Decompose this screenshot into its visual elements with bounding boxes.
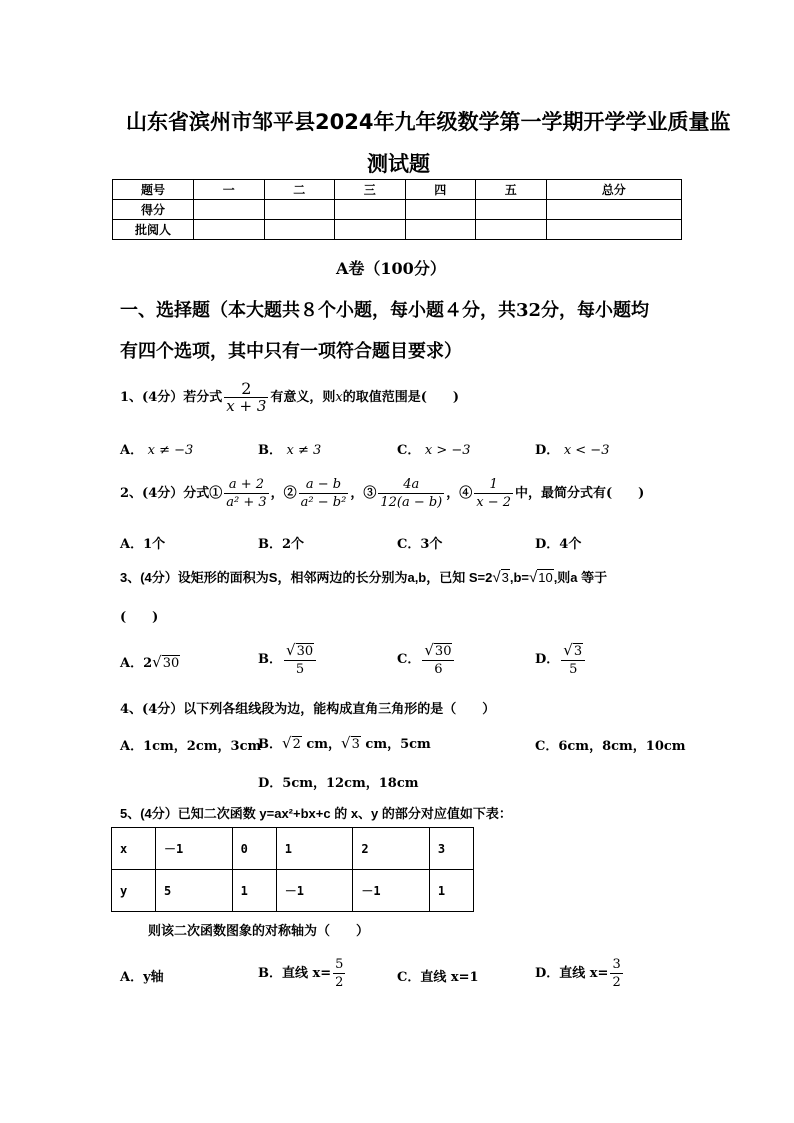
- frac-den: 12(a − b): [380, 495, 443, 510]
- frac-num: 5: [335, 957, 344, 972]
- q3-suffix: ,则a 等于: [553, 570, 608, 585]
- frac-num: a + 2: [224, 476, 268, 494]
- q1-suffix: 的取值范围是( ): [342, 390, 460, 405]
- radicand: 2: [292, 737, 301, 752]
- option-text: 4个: [559, 537, 582, 552]
- q5-cell: 2: [353, 828, 430, 870]
- q5-cell: －1: [353, 870, 430, 912]
- score-cell: [405, 200, 476, 220]
- q2-suffix: 中，最简分式有( ): [515, 486, 645, 501]
- q3-option-c: [397, 640, 456, 680]
- q2-option-d: [535, 533, 581, 552]
- q5-option-b: [258, 954, 347, 994]
- option-label: A．: [120, 443, 144, 458]
- q3-answer-paren: ( ): [120, 610, 159, 625]
- sqrt-10: √10: [528, 569, 553, 586]
- frac-den: 6: [434, 661, 443, 677]
- score-header-cell: 题号: [113, 180, 194, 200]
- q5-cell: 1: [276, 828, 353, 870]
- q3-option-b: [258, 640, 318, 680]
- q1-prefix: 1、(4分）若分式: [120, 390, 223, 405]
- volume-heading: A卷（100分）: [336, 259, 446, 278]
- option-label: D．: [535, 652, 560, 667]
- q3-prefix: 3、(4分）设矩形的面积为S，相邻两边的长分别为a,b，已知 S=2: [120, 570, 493, 585]
- q2-option-c: [397, 533, 442, 552]
- option-label: B．: [258, 537, 282, 552]
- reviewer-cell: [546, 220, 682, 240]
- sqrt-3: √3: [341, 734, 360, 752]
- option-label: D．直线 x=: [535, 966, 609, 981]
- option-label: C．: [397, 652, 421, 667]
- q1-option-a: [120, 439, 193, 458]
- q2-sep: ，③: [350, 486, 377, 501]
- score-header-cell: 一: [194, 180, 265, 200]
- radicand: 30: [162, 656, 180, 671]
- radicand: 3: [351, 737, 360, 752]
- option-expr: x > −3: [424, 443, 471, 458]
- question-3: [120, 567, 607, 586]
- radicand: 3: [501, 570, 509, 585]
- option-expr: x ≠ 3: [286, 443, 322, 458]
- option-fraction: [561, 642, 585, 678]
- option-label: A．: [120, 656, 144, 671]
- frac-num: 4a: [378, 476, 444, 494]
- radicand: 30: [296, 643, 314, 659]
- option-expr: x ≠ −3: [147, 443, 194, 458]
- score-table: [112, 179, 682, 240]
- q5-cell: x: [112, 828, 156, 870]
- q5-cell: 0: [232, 828, 276, 870]
- frac-den: x − 2: [476, 495, 512, 510]
- q4-option-b: [258, 733, 431, 752]
- score-header-cell: 三: [335, 180, 406, 200]
- q4-option-d: D．5cm，12cm，18cm: [258, 776, 419, 791]
- option-label: C．: [397, 443, 421, 458]
- frac-den: a² − b²: [300, 495, 347, 510]
- q5-value-table: [111, 827, 474, 912]
- score-cell: [335, 200, 406, 220]
- option-label: C．: [397, 537, 421, 552]
- reviewer-row: [113, 220, 682, 240]
- q5-question: 则该二次函数图象的对称轴为（ ）: [148, 924, 370, 939]
- option-coef: 2: [143, 656, 153, 671]
- title-line-1: 山东省滨州市邹平县2024年九年级数学第一学期开学学业质量监: [126, 110, 731, 134]
- q5-row-y: [112, 870, 474, 912]
- q5-row-x: [112, 828, 474, 870]
- radicand: 30: [434, 643, 452, 659]
- score-header-cell: 二: [264, 180, 335, 200]
- option-text: cm，5cm: [365, 737, 431, 752]
- score-table-header-row: [113, 180, 682, 200]
- q1-fraction: [224, 380, 268, 415]
- option-label: D．: [535, 443, 560, 458]
- q2-fraction-2: [299, 476, 349, 511]
- score-cell: [546, 200, 682, 220]
- reviewer-cell: [335, 220, 406, 240]
- q5-option-a: A．y轴: [120, 970, 164, 985]
- option-text: cm，: [306, 737, 342, 752]
- q5-cell: 3: [429, 828, 473, 870]
- option-fraction: [284, 642, 316, 678]
- radicand: 10: [538, 570, 553, 585]
- q4-option-c: C．6cm，8cm，10cm: [535, 739, 686, 754]
- q2-fraction-4: [474, 476, 513, 511]
- frac-num: √3: [561, 642, 585, 661]
- frac-num: √30: [422, 642, 454, 661]
- option-label: B．: [258, 443, 282, 458]
- score-header-cell: 总分: [546, 180, 682, 200]
- option-label: A．: [120, 537, 144, 552]
- q2-fraction-3: [378, 476, 444, 511]
- reviewer-cell: [194, 220, 265, 240]
- q1-option-c: [397, 439, 471, 458]
- option-label: B．直线 x=: [258, 966, 332, 981]
- q2-sep: ，④: [446, 486, 473, 501]
- reviewer-cell: [405, 220, 476, 240]
- question-1: [120, 378, 459, 418]
- score-header-cell: 五: [476, 180, 547, 200]
- frac-den: 5: [295, 661, 305, 677]
- option-text: 1个: [143, 537, 166, 552]
- option-fraction: [422, 642, 454, 678]
- q5-option-c: C．直线 x=1: [397, 970, 479, 985]
- q1-option-d: [535, 439, 609, 458]
- radicand: 3: [573, 643, 583, 659]
- option-text: 3个: [420, 537, 443, 552]
- frac-num: 3: [612, 957, 621, 972]
- q1-mid: 有意义，则: [270, 390, 336, 405]
- frac-num: √30: [284, 642, 316, 661]
- reviewer-cell: [476, 220, 547, 240]
- option-expr: x < −3: [563, 443, 610, 458]
- score-row: [113, 200, 682, 220]
- sqrt-2: √2: [282, 734, 301, 752]
- q5-cell: y: [112, 870, 156, 912]
- question-2: [120, 474, 644, 514]
- sqrt-3: √3: [492, 569, 509, 586]
- q2-option-b: [258, 533, 304, 552]
- title-line-2: 测试题: [367, 152, 430, 176]
- reviewer-row-label: 批阅人: [113, 220, 194, 240]
- q5-cell: 5: [156, 870, 233, 912]
- frac-den: 5: [569, 661, 578, 677]
- option-label: B．: [258, 737, 282, 752]
- frac-den: 2: [335, 975, 344, 990]
- q5-cell: －1: [276, 870, 353, 912]
- q2-sep: ，②: [270, 486, 297, 501]
- sqrt-30: √30: [152, 653, 180, 671]
- q2-prefix: 2、(4分）分式①: [120, 486, 223, 501]
- q1-frac-den: x + 3: [226, 397, 267, 415]
- q3-mid: ,b=: [509, 570, 529, 585]
- q2-fraction-1: [224, 476, 268, 511]
- score-header-cell: 四: [405, 180, 476, 200]
- option-label: D．: [535, 537, 560, 552]
- q3-option-a: [120, 652, 180, 671]
- score-cell: [264, 200, 335, 220]
- score-cell: [476, 200, 547, 220]
- frac-num: 1: [474, 476, 513, 494]
- frac-den: a² + 3: [226, 495, 267, 510]
- q5-cell: 1: [429, 870, 473, 912]
- option-fraction: [333, 956, 345, 991]
- question-5: 5、(4分）已知二次函数 y=ax²+bx+c 的 x、y 的部分对应值如下表：: [120, 806, 512, 821]
- q3-option-d: [535, 640, 587, 680]
- reviewer-cell: [264, 220, 335, 240]
- q1-frac-num: 2: [224, 380, 268, 398]
- option-label: B．: [258, 652, 282, 667]
- q4-option-a: A．1cm，2cm，3cm: [120, 739, 262, 754]
- option-fraction: [610, 956, 622, 991]
- frac-num: a − b: [299, 476, 349, 494]
- q2-option-a: [120, 533, 165, 552]
- score-row-label: 得分: [113, 200, 194, 220]
- section-heading-line-1: 一、选择题（本大题共８个小题，每小题４分，共32分，每小题均: [120, 300, 650, 321]
- section-heading-line-2: 有四个选项，其中只有一项符合题目要求）: [120, 341, 462, 362]
- score-cell: [194, 200, 265, 220]
- q5-cell: 1: [232, 870, 276, 912]
- question-4: 4、(4分）以下列各组线段为边，能构成直角三角形的是（ ）: [120, 702, 496, 717]
- q5-cell: －1: [156, 828, 233, 870]
- q1-var: x: [335, 390, 343, 405]
- frac-den: 2: [612, 975, 621, 990]
- option-text: 2个: [282, 537, 305, 552]
- q5-option-d: [535, 954, 625, 994]
- q1-option-b: [258, 439, 321, 458]
